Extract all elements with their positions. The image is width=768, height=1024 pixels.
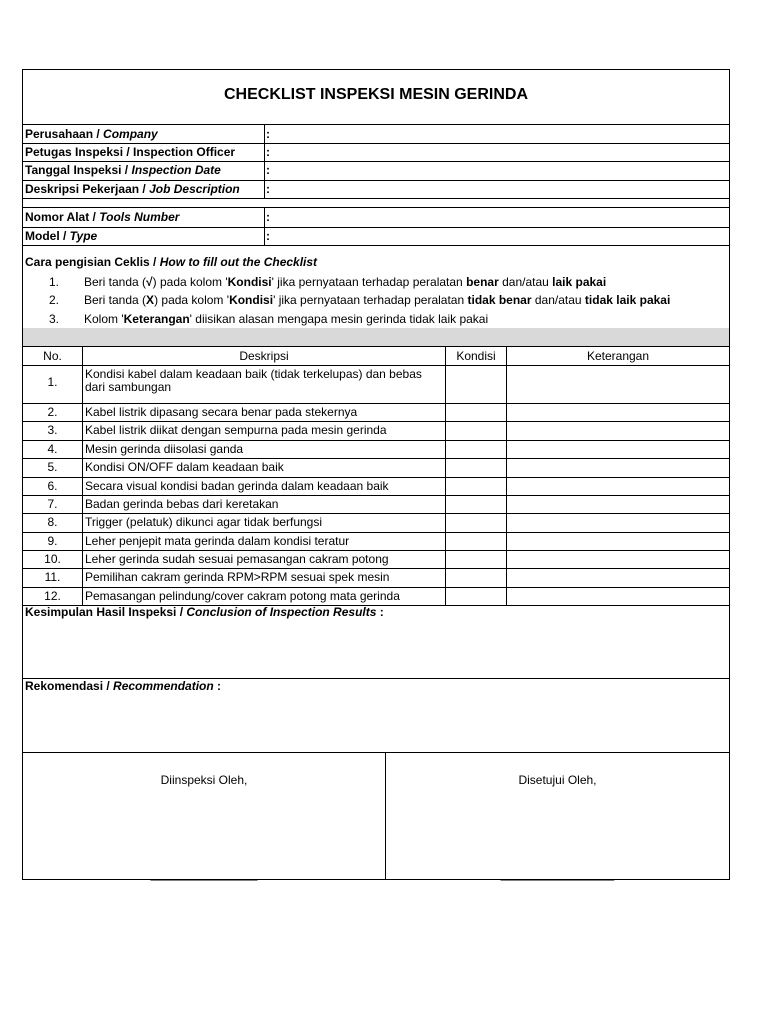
checklist-form: CHECKLIST INSPEKSI MESIN GERINDA Perusahaan / Company : Petugas Inspeksi / Inspection Officer : Tanggal Inspeksi / Inspection Date : Deskripsi Pekerjaan / Job Description : Nomor Alat / Tools Number : Model / Type : Cara pengisian Ceklis / How to fill out the Checklist 1. Beri tanda (√) pada kolom 'Kondisi' jika pernyataan terhadap peralatan benar dan/atau laik pakai 2. Beri tanda (X) pada kolom 'Kondisi' jika pernyataan terhadap peralatan tidak benar dan/atau tidak laik pakai 3. Kolom 'Keterangan' diisikan alasan mengapa mesin gerinda tidak laik pakai No. Deskripsi Kondisi Keterangan 1. Kondisi kabel dalam keadaan baik (tidak terkelupas) dan bebas dari sambungan 2. Kabel listrik dipasang secara benar pada stekernya 3. Kabel listrik diikat dengan sempurna pada mesin gerinda 4. Mesin gerinda diisolasi ganda 5. Kondisi ON/OFF dalam keadaan baik 6. Secara visual kondisi badan gerinda dalam keadaan baik 7. Badan gerinda bebas dari keretakan 8. Trigger (pelatuk) dikunci agar tidak berfungsi 9. Leher penjepit mata gerinda dalam kondisi teratur 10. Leher gerinda sudah sesuai pemasangan cakram potong 11. Pemilihan cakram gerinda RPM>RPM sesuai spek mesin 12. Pemasangan pelindung/cover cakram potong mata gerinda Kesimpulan Hasil Inspeksi / Conclusion of Inspection Results : Rekomendasi / Recommendation : Diinspeksi Oleh, Disetujui Oleh, ________________ _________________ bbox=[22, 69, 730, 880]
row-number: 1. bbox=[47, 375, 58, 389]
row-kondisi-cell[interactable] bbox=[446, 513, 506, 532]
info-row-deskripsi[interactable] bbox=[23, 180, 729, 198]
divider bbox=[23, 198, 729, 199]
table-row bbox=[23, 366, 729, 403]
info-row-petugas[interactable] bbox=[23, 143, 729, 161]
row-number: 2. bbox=[47, 405, 58, 419]
form-title: CHECKLIST INSPEKSI MESIN GERINDA bbox=[223, 86, 529, 103]
row-kondisi-cell[interactable] bbox=[446, 532, 506, 550]
column-divider bbox=[264, 208, 265, 245]
table-row bbox=[23, 403, 729, 421]
row-keterangan-cell[interactable] bbox=[507, 513, 729, 532]
divider bbox=[23, 752, 729, 753]
table-row bbox=[23, 568, 729, 587]
table-row bbox=[23, 458, 729, 477]
row-keterangan-cell[interactable] bbox=[507, 568, 729, 587]
column-divider bbox=[385, 752, 386, 879]
table-row bbox=[23, 513, 729, 532]
col-header-keterangan: Keterangan bbox=[586, 349, 650, 363]
col-header-kondisi: Kondisi bbox=[456, 349, 496, 363]
row-description: Pemilihan cakram gerinda RPM>RPM sesuai spek mesin bbox=[85, 570, 390, 584]
row-keterangan-cell[interactable] bbox=[507, 421, 729, 440]
conclusion-field[interactable] bbox=[23, 622, 729, 678]
separator-band bbox=[23, 328, 729, 346]
row-number: 6. bbox=[47, 479, 58, 493]
table-row bbox=[23, 495, 729, 513]
approver-signature-line[interactable]: _________________ bbox=[500, 867, 615, 881]
row-description: Leher gerinda sudah sesuai pemasangan cakram potong bbox=[85, 552, 389, 566]
divider bbox=[23, 245, 729, 246]
info-value-field[interactable]: : bbox=[266, 145, 270, 159]
row-kondisi-cell[interactable] bbox=[446, 568, 506, 587]
column-divider bbox=[82, 347, 83, 605]
info-row-nomor-alat[interactable] bbox=[23, 208, 729, 226]
row-kondisi-cell[interactable] bbox=[446, 366, 506, 403]
table-row bbox=[23, 477, 729, 495]
conclusion-label: Kesimpulan Hasil Inspeksi / Conclusion of Inspection Results : bbox=[25, 605, 384, 619]
row-description: Trigger (pelatuk) dikunci agar tidak berfungsi bbox=[85, 515, 323, 529]
row-number: 5. bbox=[47, 460, 58, 474]
row-number: 7. bbox=[47, 497, 58, 511]
info-value-field[interactable]: : bbox=[266, 210, 270, 224]
row-description: Mesin gerinda diisolasi ganda bbox=[85, 442, 244, 456]
row-kondisi-cell[interactable] bbox=[446, 477, 506, 495]
info-value-field[interactable]: : bbox=[266, 127, 270, 141]
col-header-deskripsi: Deskripsi bbox=[239, 349, 289, 363]
info-row-model[interactable] bbox=[23, 227, 729, 245]
row-description: Leher penjepit mata gerinda dalam kondisi teratur bbox=[85, 534, 350, 548]
row-keterangan-cell[interactable] bbox=[507, 587, 729, 605]
inspected-by-label: Diinspeksi Oleh, bbox=[160, 773, 248, 787]
row-number: 4. bbox=[47, 442, 58, 456]
table-row bbox=[23, 550, 729, 568]
info-row-tanggal[interactable] bbox=[23, 161, 729, 179]
info-value-field[interactable]: : bbox=[266, 182, 270, 196]
info-row-perusahaan[interactable] bbox=[23, 125, 729, 143]
info-label: Petugas Inspeksi / Inspection Officer bbox=[25, 145, 236, 159]
row-keterangan-cell[interactable] bbox=[507, 495, 729, 513]
info-label: Deskripsi Pekerjaan / Job Description bbox=[25, 182, 240, 196]
inspector-signature-line[interactable]: ________________ bbox=[150, 867, 258, 881]
info-label: Perusahaan / Company bbox=[25, 127, 158, 141]
row-kondisi-cell[interactable] bbox=[446, 550, 506, 568]
row-number: 12. bbox=[44, 589, 61, 603]
row-description: Badan gerinda bebas dari keretakan bbox=[85, 497, 279, 511]
info-label: Tanggal Inspeksi / Inspection Date bbox=[25, 163, 221, 177]
row-keterangan-cell[interactable] bbox=[507, 366, 729, 403]
row-number: 3. bbox=[47, 423, 58, 437]
row-description: Secara visual kondisi badan gerinda dalam keadaan baik bbox=[85, 479, 389, 493]
row-description: Kondisi kabel dalam keadaan baik (tidak terkelupas) dan bebas dari sambungan bbox=[85, 367, 422, 394]
row-kondisi-cell[interactable] bbox=[446, 458, 506, 477]
table-row bbox=[23, 421, 729, 440]
column-divider bbox=[506, 347, 507, 605]
row-keterangan-cell[interactable] bbox=[507, 532, 729, 550]
row-description: Pemasangan pelindung/cover cakram potong mata gerinda bbox=[85, 589, 400, 603]
approved-by-label: Disetujui Oleh, bbox=[518, 773, 597, 787]
row-description: Kondisi ON/OFF dalam keadaan baik bbox=[85, 460, 284, 474]
info-label: Nomor Alat / Tools Number bbox=[25, 210, 180, 224]
row-kondisi-cell[interactable] bbox=[446, 587, 506, 605]
howto-title: Cara pengisian Ceklis / How to fill out the Checklist bbox=[25, 255, 318, 269]
row-kondisi-cell[interactable] bbox=[446, 495, 506, 513]
recommendation-label: Rekomendasi / Recommendation : bbox=[25, 679, 222, 693]
row-number: 10. bbox=[44, 552, 61, 566]
row-keterangan-cell[interactable] bbox=[507, 477, 729, 495]
column-divider bbox=[445, 347, 446, 605]
row-number: 8. bbox=[47, 515, 58, 529]
row-number: 9. bbox=[47, 534, 58, 548]
row-keterangan-cell[interactable] bbox=[507, 458, 729, 477]
row-keterangan-cell[interactable] bbox=[507, 440, 729, 458]
row-kondisi-cell[interactable] bbox=[446, 440, 506, 458]
info-value-field[interactable]: : bbox=[266, 163, 270, 177]
table-row bbox=[23, 587, 729, 605]
row-kondisi-cell[interactable] bbox=[446, 421, 506, 440]
recommendation-field[interactable] bbox=[23, 696, 729, 752]
row-keterangan-cell[interactable] bbox=[507, 550, 729, 568]
table-row bbox=[23, 440, 729, 458]
row-description: Kabel listrik diikat dengan sempurna pada mesin gerinda bbox=[85, 423, 387, 437]
row-description: Kabel listrik dipasang secara benar pada stekernya bbox=[85, 405, 358, 419]
row-number: 11. bbox=[44, 570, 61, 584]
table-row bbox=[23, 532, 729, 550]
row-kondisi-cell[interactable] bbox=[446, 403, 506, 421]
info-label: Model / Type bbox=[25, 229, 98, 243]
info-value-field[interactable]: : bbox=[266, 229, 270, 243]
row-keterangan-cell[interactable] bbox=[507, 403, 729, 421]
col-header-no: No. bbox=[43, 349, 62, 363]
column-divider bbox=[264, 125, 265, 198]
